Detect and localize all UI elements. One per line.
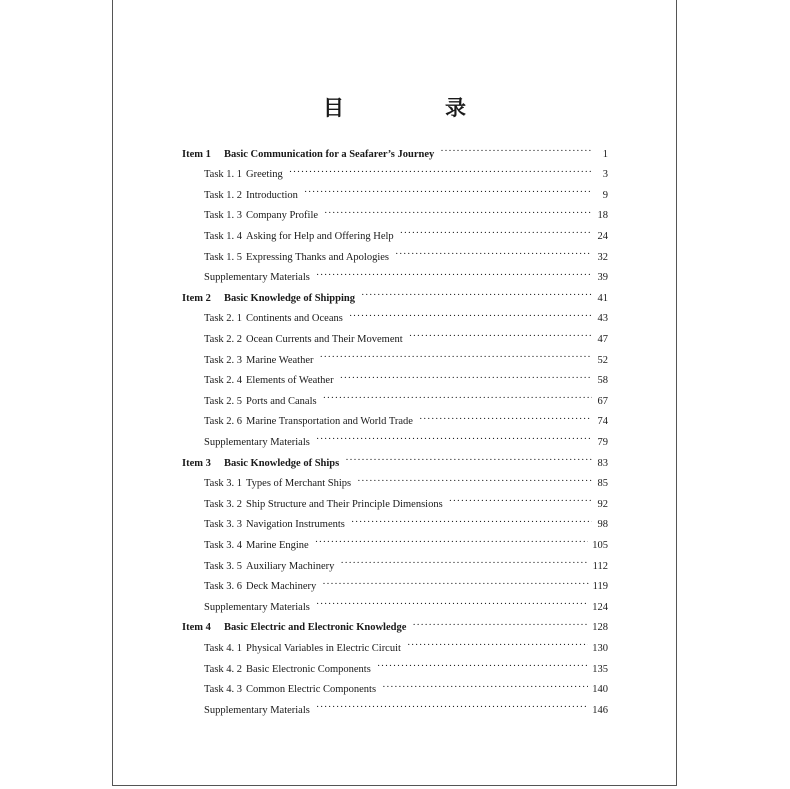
toc-entry-label: Marine Transportation and World Trade (246, 416, 413, 428)
dot-leader (349, 311, 592, 322)
toc-entry-label: Ports and Canals (246, 395, 317, 407)
toc-page-number: 105 (592, 539, 608, 551)
dot-leader (377, 661, 588, 672)
toc-entry-number: Task 3. 6 (204, 581, 243, 593)
toc-entry-label: Deck Machinery (246, 581, 317, 593)
toc-page-number: 98 (597, 519, 608, 531)
document-page (112, 0, 677, 786)
toc-page-number: 146 (592, 704, 608, 716)
toc-page-number: 85 (597, 478, 608, 490)
toc-entry-number: Task 4. 2 (204, 663, 243, 675)
dot-leader (340, 373, 592, 384)
toc-entry-label: Company Profile (246, 210, 319, 222)
toc-task-row[interactable] (204, 579, 608, 599)
toc-task-row[interactable] (204, 331, 608, 351)
toc-entry-label: Basic Knowledge of Ships (224, 457, 340, 469)
toc-page-number: 128 (592, 622, 608, 634)
toc-entry-number: Task 1. 4 (204, 230, 243, 242)
toc-entry-label: Elements of Weather (246, 375, 334, 387)
dot-leader (323, 393, 592, 404)
dot-leader (357, 476, 592, 487)
toc-page-number: 112 (592, 560, 608, 572)
dot-leader (319, 352, 592, 363)
toc-entry-label: Greeting (246, 169, 283, 181)
toc-entry-label: Supplementary Materials (204, 704, 310, 716)
toc-task-row[interactable] (204, 352, 608, 372)
toc-page-number: 74 (597, 416, 608, 428)
toc-entry-label: Marine Engine (246, 539, 309, 551)
toc-task-row[interactable] (204, 249, 608, 269)
toc-task-row[interactable] (204, 393, 608, 413)
toc-entry-number: Task 2. 3 (204, 354, 243, 366)
toc-entry-label: Supplementary Materials (204, 436, 310, 448)
toc-entry-label: Expressing Thanks and Apologies (246, 251, 390, 263)
toc-entry-label: Types of Merchant Ships (246, 478, 352, 490)
toc-entry-number: Task 3. 1 (204, 478, 243, 490)
dot-leader (400, 228, 592, 239)
toc-entry-number: Task 3. 4 (204, 539, 243, 551)
toc-entry-number: Task 2. 2 (204, 333, 243, 345)
dot-leader (382, 682, 588, 693)
dot-leader (361, 290, 592, 301)
toc-page-number: 9 (602, 189, 608, 201)
dot-leader (315, 537, 589, 548)
toc-entry-label: Basic Communication for a Seafarer’s Journey (224, 148, 435, 160)
toc-page-number: 83 (597, 457, 608, 469)
toc-page-number: 79 (597, 436, 608, 448)
toc-entry-number: Task 4. 3 (204, 684, 243, 696)
toc-page-number: 3 (602, 169, 608, 181)
dot-leader (419, 414, 592, 425)
toc-task-row[interactable] (204, 476, 608, 496)
toc-task-row[interactable] (204, 434, 608, 454)
toc-page-number: 67 (597, 395, 608, 407)
toc-task-row[interactable] (204, 517, 608, 537)
toc-entry-number: Task 3. 3 (204, 519, 243, 531)
toc-page-number: 119 (592, 581, 608, 593)
dot-leader (322, 579, 588, 590)
dot-leader (440, 146, 592, 157)
dot-leader (324, 208, 592, 219)
toc-page-number: 52 (597, 354, 608, 366)
dot-leader (316, 270, 592, 281)
toc-entry-label: Basic Knowledge of Shipping (224, 292, 355, 304)
toc-page-number: 92 (597, 498, 608, 510)
page-title: 目 录 (323, 96, 506, 120)
dot-leader (449, 496, 592, 507)
toc-entry-number: Task 1. 3 (204, 210, 243, 222)
dot-leader (409, 331, 592, 342)
toc-entry-label: Common Electric Components (246, 684, 377, 696)
toc-entry-number: Task 3. 2 (204, 498, 243, 510)
toc-task-row[interactable] (204, 496, 608, 516)
dot-leader (316, 434, 592, 445)
toc-item-row[interactable] (182, 146, 608, 166)
toc-entry-number: Item 1 (182, 148, 211, 160)
toc-entry-label: Physical Variables in Electric Circuit (246, 642, 401, 654)
toc-entry-label: Continents and Oceans (246, 313, 343, 325)
toc-entry-label: Basic Electronic Components (246, 663, 371, 675)
dot-leader (340, 558, 588, 569)
toc-page-number: 43 (597, 313, 608, 325)
toc-entry-number: Task 1. 1 (204, 169, 243, 181)
toc-entry-label: Marine Weather (246, 354, 314, 366)
toc-task-row[interactable] (204, 682, 608, 702)
toc-entry-number: Item 4 (182, 622, 211, 634)
toc-task-row[interactable] (204, 228, 608, 248)
toc-item-row[interactable] (182, 620, 608, 640)
toc-entry-number: Item 2 (182, 292, 211, 304)
toc-page-number: 24 (597, 230, 608, 242)
dot-leader (407, 640, 588, 651)
toc-entry-label: Basic Electric and Electronic Knowledge (224, 622, 407, 634)
toc-task-row[interactable] (204, 640, 608, 660)
toc-task-row[interactable] (204, 373, 608, 393)
toc-entry-label: Supplementary Materials (204, 272, 310, 284)
toc-task-row[interactable] (204, 270, 608, 290)
toc-entry-number: Task 2. 5 (204, 395, 243, 407)
dot-leader (395, 249, 592, 260)
toc-entry-label: Auxiliary Machinery (246, 560, 335, 572)
toc-entry-number: Task 2. 1 (204, 313, 243, 325)
toc-task-row[interactable] (204, 167, 608, 187)
toc-entry-number: Item 3 (182, 457, 211, 469)
toc-page-number: 39 (597, 272, 608, 284)
toc-entry-label: Ocean Currents and Their Movement (246, 333, 403, 345)
toc-entry-number: Task 3. 5 (204, 560, 243, 572)
toc-item-row[interactable] (182, 290, 608, 310)
toc-entry-number: Task 2. 6 (204, 416, 243, 428)
toc-page-number: 32 (597, 251, 608, 263)
toc-entry-label: Introduction (246, 189, 298, 201)
dot-leader (304, 187, 592, 198)
toc-entry-number: Task 1. 5 (204, 251, 243, 263)
dot-leader (345, 455, 592, 466)
toc-page-number: 41 (597, 292, 608, 304)
toc-page-number: 135 (592, 663, 608, 675)
toc-entry-label: Ship Structure and Their Principle Dimensions (246, 498, 443, 510)
toc-task-row[interactable] (204, 661, 608, 681)
toc-item-row[interactable] (182, 455, 608, 475)
toc-task-row[interactable] (204, 414, 608, 434)
toc-page-number: 18 (597, 210, 608, 222)
dot-leader (316, 702, 588, 713)
toc-task-row[interactable] (204, 537, 608, 557)
toc-task-row[interactable] (204, 558, 608, 578)
toc-entry-number: Task 4. 1 (204, 642, 243, 654)
toc-page-number: 47 (597, 333, 608, 345)
toc-page-number: 58 (597, 375, 608, 387)
dot-leader (412, 620, 588, 631)
toc-entry-number: Task 2. 4 (204, 375, 243, 387)
toc-task-row[interactable] (204, 702, 608, 722)
toc-page-number: 1 (602, 148, 608, 160)
toc-entry-number: Task 1. 2 (204, 189, 243, 201)
toc-task-row[interactable] (204, 599, 608, 619)
toc-page-number: 130 (592, 642, 608, 654)
toc-entry-label: Supplementary Materials (204, 601, 310, 613)
dot-leader (351, 517, 592, 528)
toc-entry-label: Navigation Instruments (246, 519, 345, 531)
toc-page-number: 140 (592, 684, 608, 696)
dot-leader (289, 167, 592, 178)
dot-leader (316, 599, 588, 610)
toc-task-row[interactable] (204, 311, 608, 331)
toc-page-number: 124 (592, 601, 608, 613)
toc-task-row[interactable] (204, 187, 608, 207)
toc-task-row[interactable] (204, 208, 608, 228)
toc-entry-label: Asking for Help and Offering Help (246, 230, 394, 242)
